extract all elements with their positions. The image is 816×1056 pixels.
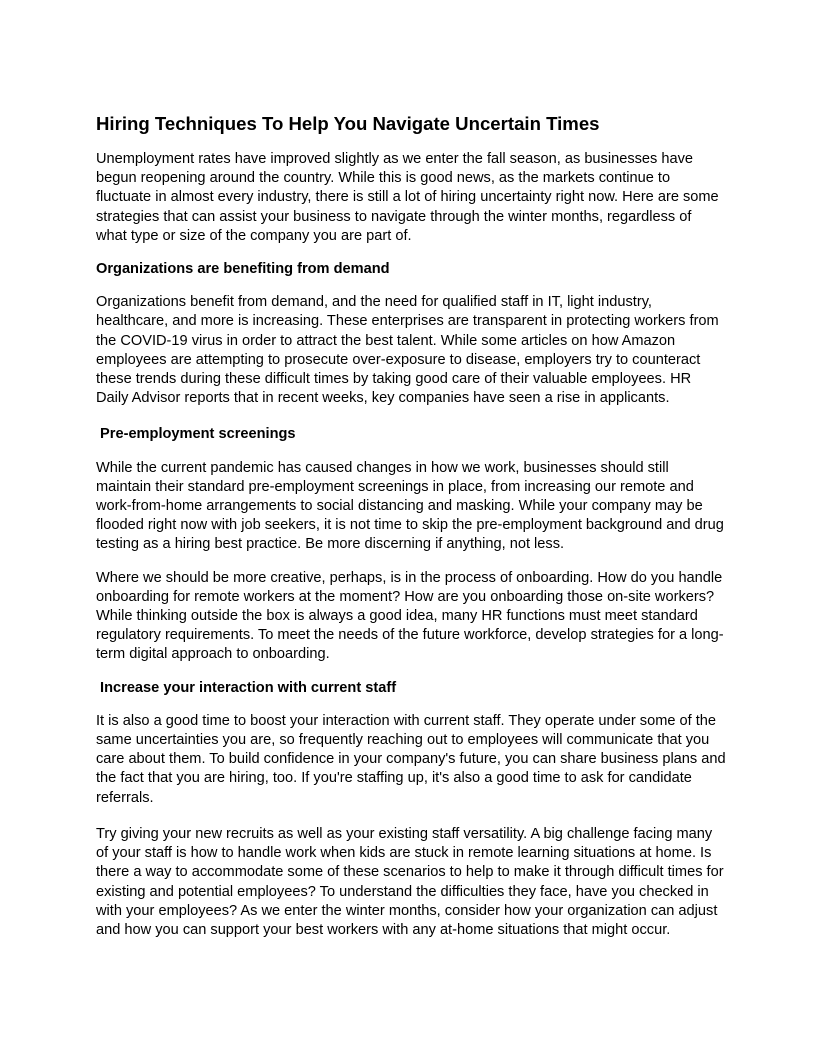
section-heading-screenings: Pre-employment screenings [96, 426, 296, 443]
screenings-paragraph-1: While the current pandemic has caused changes in how we work, businesses should still maintain their standard pre-employment screenings in place, from increasing our remote and work-from-home arrangements to social distancing and masking. While your company may be flooded right now with job seekers, it is not time to skip the pre-employment background and drug testing as a hiring best practice. Be more discerning if anything, not less. [96, 459, 724, 553]
section-heading-demand: Organizations are benefiting from demand [96, 261, 390, 278]
document-title: Hiring Techniques To Help You Navigate Uncertain Times [96, 113, 600, 134]
demand-paragraph: Organizations benefit from demand, and the need for qualified staff in IT, light industry, healthcare, and more is increasing. These enterprises are transparent in protecting workers from the COVID-19 virus in order to attract the best talent. While some articles on how Amazon employees are attempting to prosecute over-exposure to disease, employers try to counteract these trends during these difficult times by taking good care of their valuable employees. HR Daily Advisor reports that in recent weeks, key companies have seen a rise in applicants. [96, 294, 719, 407]
intro-paragraph: Unemployment rates have improved slightly as we enter the fall season, as businesses have begun reopening around the country. While this is good news, as the markets continue to fluctuate in almost every industry, there is still a lot of hiring uncertainty right now. Here are some strategies that can assist your business to navigate through the winter months, regardless of what type or size of the company you are part of. [96, 151, 719, 244]
staff-paragraph-2: Try giving your new recruits as well as your existing staff versatility. A big challenge facing many of your staff is how to handle work when kids are stuck in remote learning situations at home. Is there a way to accommodate some of these scenarios to help to make it through difficult times for existing and potential employees? To understand the difficulties they face, have you checked in with your employees? As we enter the winter months, consider how your organization can adjust and how you can support your best workers with any at-home situations that might occur. [96, 825, 724, 938]
screenings-paragraph-2: Where we should be more creative, perhaps, is in the process of onboarding. How do you handle onboarding for remote workers at the moment? How are you onboarding those on-site workers? While thinking outside the box is always a good idea, many HR functions must meet standard regulatory requirements. To meet the needs of the future workforce, develop strategies for a long-term digital approach to onboarding. [96, 569, 724, 663]
section-heading-staff: Increase your interaction with current staff [96, 679, 397, 696]
staff-paragraph-1: It is also a good time to boost your interaction with current staff. They operate under some of the same uncertainties you are, so frequently reaching out to employees will communicate that you care about them. To build confidence in your company's future, you can share business plans and the fact that you are hiring, too. If you're staffing up, it's also a good time to ask for candidate referrals. [96, 712, 726, 806]
document-page [96, 111, 726, 940]
